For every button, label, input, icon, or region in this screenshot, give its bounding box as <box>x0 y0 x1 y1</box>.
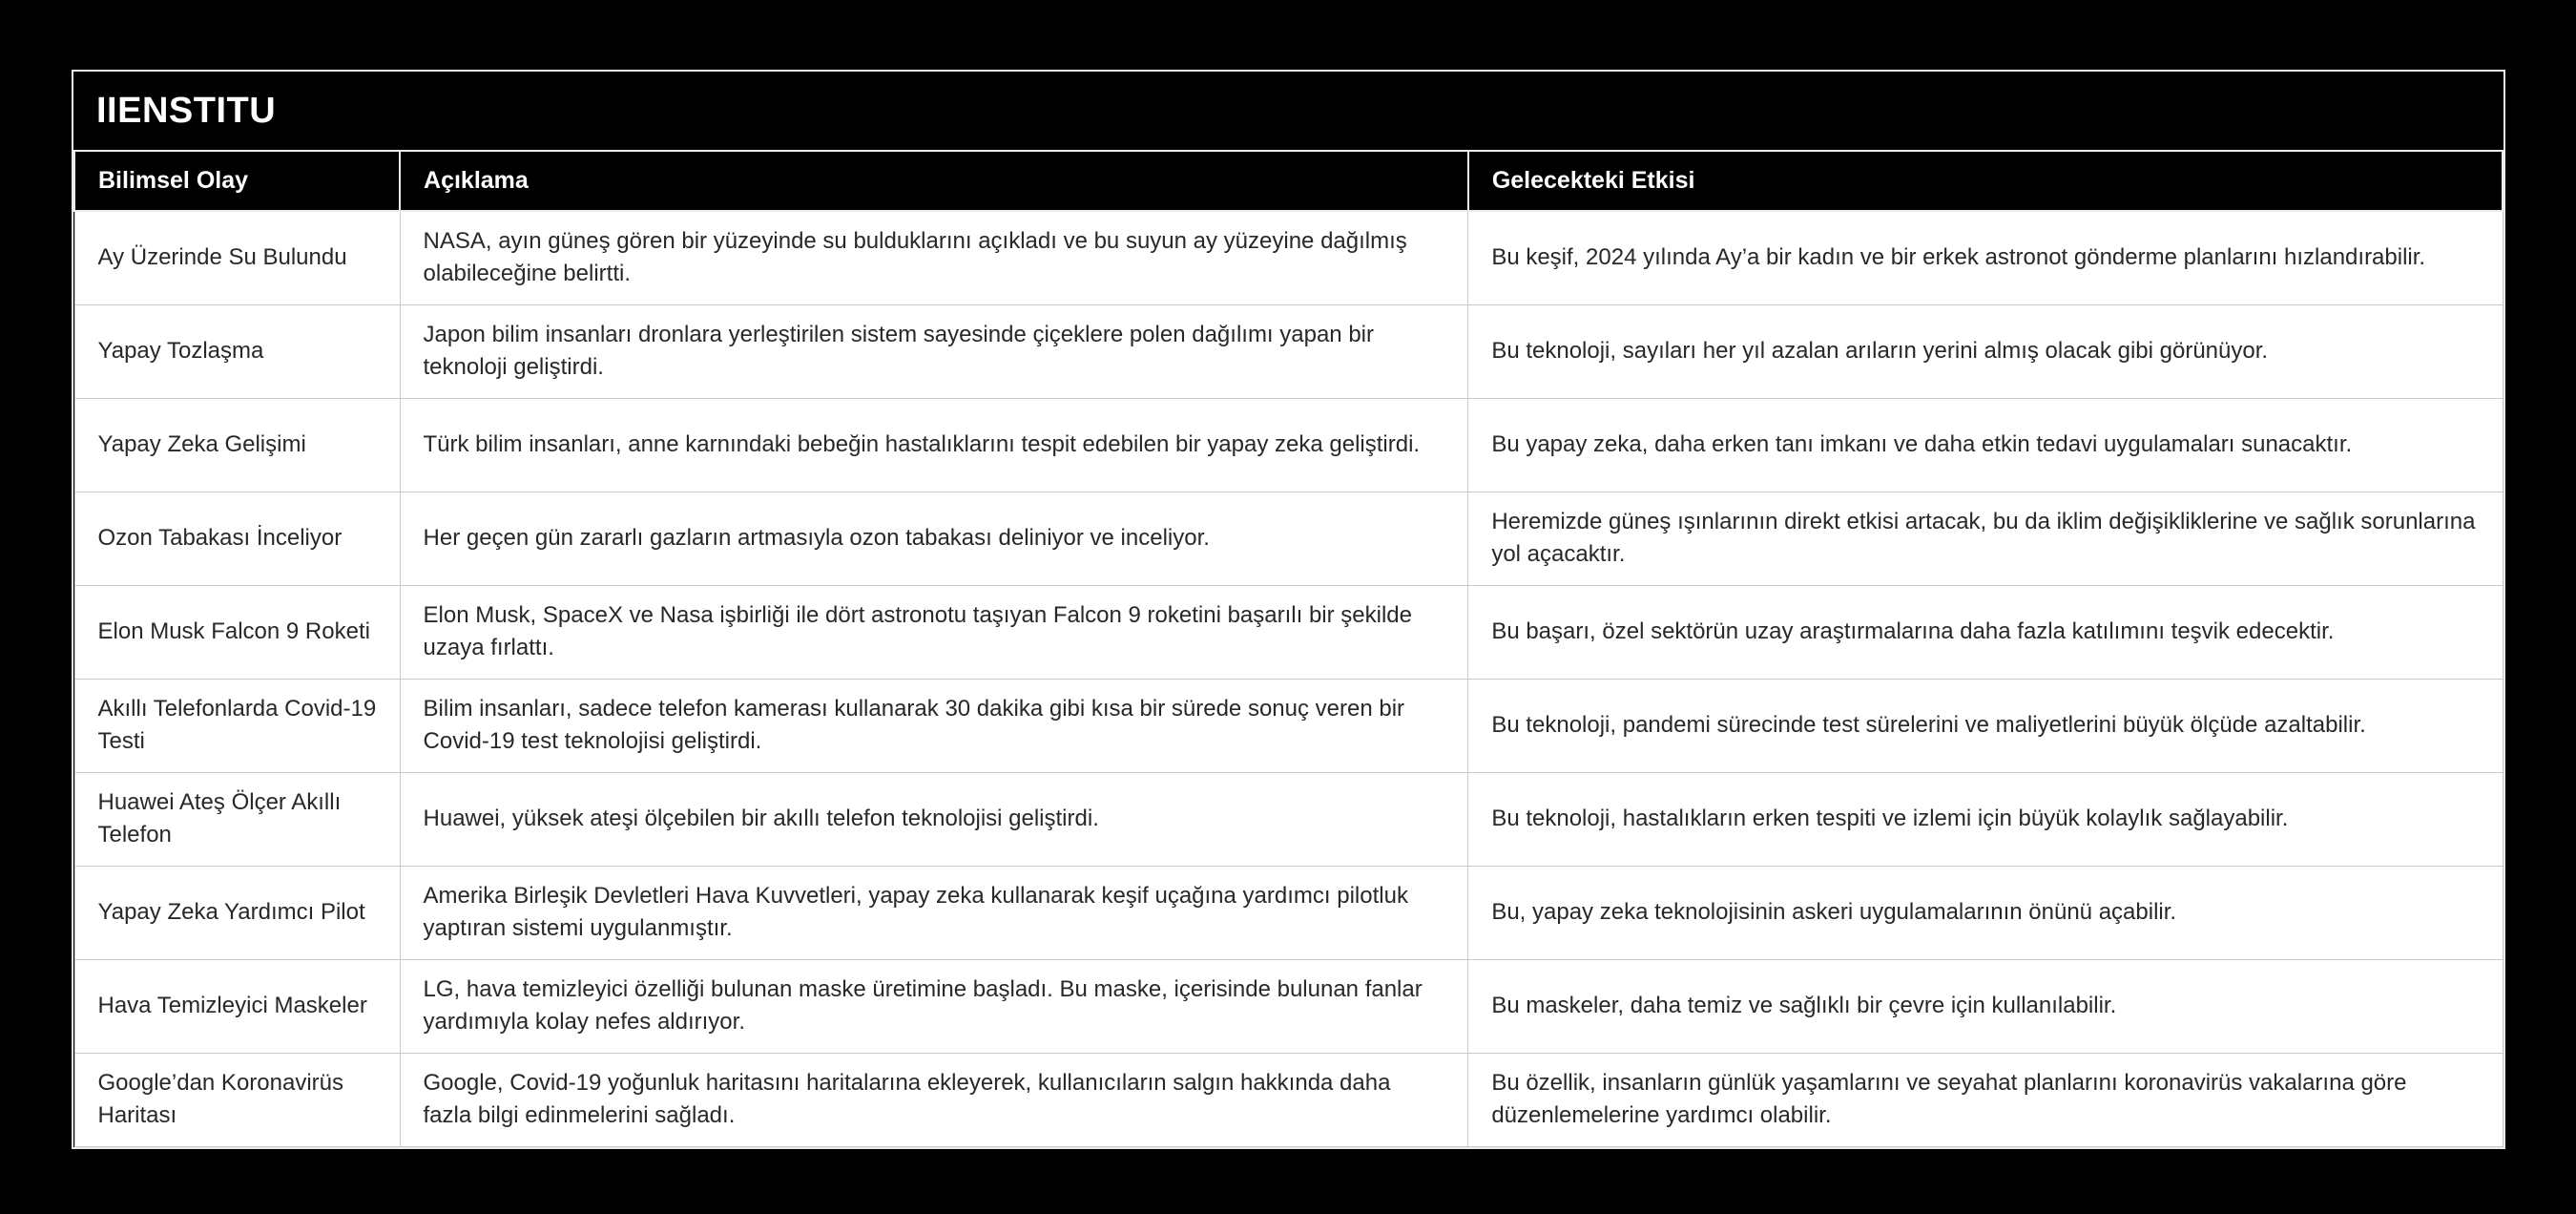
column-header-impact: Gelecekteki Etkisi <box>1468 151 2503 211</box>
table-header-row <box>74 151 2503 211</box>
table-row <box>74 492 2503 585</box>
column-header-event: Bilimsel Olay <box>74 151 400 211</box>
column-header-description: Açıklama <box>400 151 1468 211</box>
cell-impact: Bu, yapay zeka teknolojisinin askeri uygulamalarının önünü açabilir. <box>1468 866 2503 959</box>
cell-description: Bilim insanları, sadece telefon kamerası kullanarak 30 dakika gibi kısa bir sürede sonuç veren bir Covid-19 test teknolojisi geliştirdi. <box>400 679 1468 772</box>
page-title: IIENSTITU <box>96 90 277 131</box>
table-row <box>74 866 2503 959</box>
cell-event: Yapay Zeka Yardımcı Pilot <box>74 866 400 959</box>
table-row <box>74 1053 2503 1146</box>
cell-event: Ay Üzerinde Su Bulundu <box>74 211 400 304</box>
cell-description: LG, hava temizleyici özelliği bulunan maske üretimine başladı. Bu maske, içerisinde bulunan fanlar yardımıyla kolay nefes aldırıyor. <box>400 959 1468 1053</box>
cell-impact: Heremizde güneş ışınlarının direkt etkisi artacak, bu da iklim değişikliklerine ve sağlık sorunlarına yol açacaktır. <box>1468 492 2503 585</box>
cell-description: Huawei, yüksek ateşi ölçebilen bir akıllı telefon teknolojisi geliştirdi. <box>400 772 1468 866</box>
cell-event: Elon Musk Falcon 9 Roketi <box>74 585 400 679</box>
cell-description: Japon bilim insanları dronlara yerleştirilen sistem sayesinde çiçeklere polen dağılımı yapan bir teknoloji geliştirdi. <box>400 304 1468 398</box>
cell-impact: Bu keşif, 2024 yılında Ay’a bir kadın ve bir erkek astronot gönderme planlarını hızlandırabilir. <box>1468 211 2503 304</box>
cell-description: Her geçen gün zararlı gazların artmasıyla ozon tabakası deliniyor ve inceliyor. <box>400 492 1468 585</box>
cell-impact: Bu maskeler, daha temiz ve sağlıklı bir çevre için kullanılabilir. <box>1468 959 2503 1053</box>
cell-impact: Bu teknoloji, hastalıkların erken tespiti ve izlemi için büyük kolaylık sağlayabilir. <box>1468 772 2503 866</box>
cell-event: Huawei Ateş Ölçer Akıllı Telefon <box>74 772 400 866</box>
cell-impact: Bu başarı, özel sektörün uzay araştırmalarına daha fazla katılımını teşvik edecektir. <box>1468 585 2503 679</box>
cell-event: Ozon Tabakası İnceliyor <box>74 492 400 585</box>
cell-description: Google, Covid-19 yoğunluk haritasını haritalarına ekleyerek, kullanıcıların salgın hakkında daha fazla bilgi edinmelerini sağladı. <box>400 1053 1468 1146</box>
cell-event: Hava Temizleyici Maskeler <box>74 959 400 1053</box>
cell-event: Yapay Zeka Gelişimi <box>74 398 400 492</box>
cell-event: Google’dan Koronavirüs Haritası <box>74 1053 400 1146</box>
table-row <box>74 679 2503 772</box>
cell-description: Amerika Birleşik Devletleri Hava Kuvvetleri, yapay zeka kullanarak keşif uçağına yardımcı pilotluk yaptıran sistemi uygulanmıştır. <box>400 866 1468 959</box>
cell-description: NASA, ayın güneş gören bir yüzeyinde su bulduklarını açıkladı ve bu suyun ay yüzeyine dağılmış olabileceğine belirtti. <box>400 211 1468 304</box>
cell-impact: Bu özellik, insanların günlük yaşamlarını ve seyahat planlarını koronavirüs vakalarına göre düzenlemelerine yardımcı olabilir. <box>1468 1053 2503 1146</box>
cell-description: Elon Musk, SpaceX ve Nasa işbirliği ile dört astronotu taşıyan Falcon 9 roketini başarılı bir şekilde uzaya fırlattı. <box>400 585 1468 679</box>
cell-description: Türk bilim insanları, anne karnındaki bebeğin hastalıklarını tespit edebilen bir yapay zeka geliştirdi. <box>400 398 1468 492</box>
cell-event: Yapay Tozlaşma <box>74 304 400 398</box>
table-card <box>72 70 2505 1149</box>
cell-impact: Bu teknoloji, sayıları her yıl azalan arıların yerini almış olacak gibi görünüyor. <box>1468 304 2503 398</box>
cell-event: Akıllı Telefonlarda Covid-19 Testi <box>74 679 400 772</box>
table-row <box>74 304 2503 398</box>
table-row <box>74 211 2503 304</box>
cell-impact: Bu teknoloji, pandemi sürecinde test sürelerini ve maliyetlerini büyük ölçüde azaltabilir. <box>1468 679 2503 772</box>
science-news-table <box>73 150 2503 1147</box>
table-row <box>74 585 2503 679</box>
table-row <box>74 772 2503 866</box>
cell-impact: Bu yapay zeka, daha erken tanı imkanı ve daha etkin tedavi uygulamaları sunacaktır. <box>1468 398 2503 492</box>
title-bar <box>73 72 2503 150</box>
table-row <box>74 959 2503 1053</box>
table-row <box>74 398 2503 492</box>
